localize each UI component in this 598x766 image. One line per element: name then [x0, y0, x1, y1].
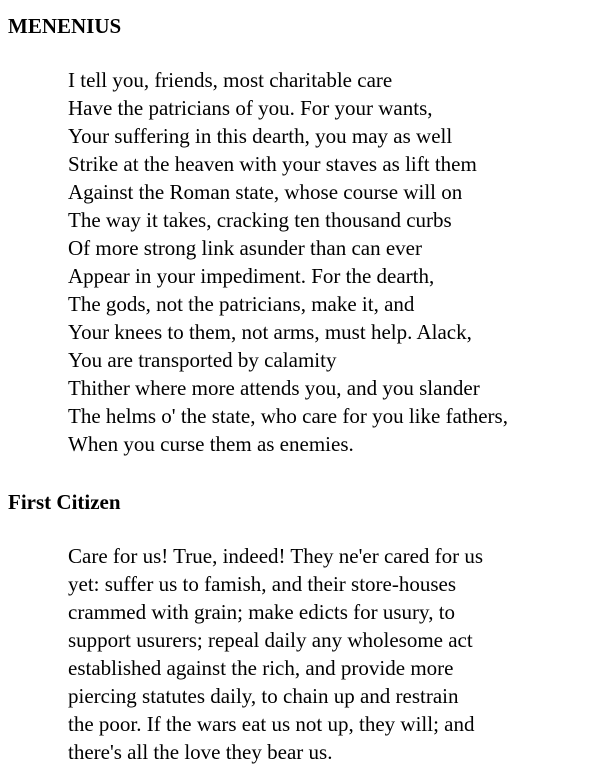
- speech-block: [8, 488, 598, 766]
- prose-line: established against the rich, and provide more: [68, 656, 454, 680]
- prose-line: yet: suffer us to famish, and their store-houses: [68, 572, 457, 596]
- speech-text: [68, 542, 598, 766]
- verse-line: The gods, not the patricians, make it, and: [68, 292, 415, 316]
- speaker-name: MENENIUS: [8, 14, 122, 38]
- verse-line: Appear in your impediment. For the dearth,: [68, 264, 435, 288]
- verse-line: The way it takes, cracking ten thousand curbs: [68, 208, 452, 232]
- prose-line: piercing statutes daily, to chain up and restrain: [68, 684, 459, 708]
- verse-line: When you curse them as enemies.: [68, 432, 354, 456]
- prose-line: Care for us! True, indeed! They ne'er cared for us: [68, 544, 484, 568]
- verse-line: Your knees to them, not arms, must help. Alack,: [68, 320, 472, 344]
- speaker-name: First Citizen: [8, 490, 121, 514]
- verse-line: Have the patricians of you. For your wants,: [68, 96, 433, 120]
- prose-line: the poor. If the wars eat us not up, they will; and: [68, 712, 475, 736]
- verse-line: You are transported by calamity: [68, 348, 337, 372]
- prose-line: support usurers; repeal daily any wholesome act: [68, 628, 473, 652]
- verse-line: Thither where more attends you, and you slander: [68, 376, 480, 400]
- speech-block: [8, 12, 598, 458]
- spacer: [8, 458, 598, 484]
- verse-line: I tell you, friends, most charitable care: [68, 68, 393, 92]
- prose-line: there's all the love they bear us.: [68, 740, 333, 764]
- verse-line: Against the Roman state, whose course will on: [68, 180, 463, 204]
- verse-line: Of more strong link asunder than can ever: [68, 236, 422, 260]
- speech-text: [68, 66, 598, 458]
- prose-line: crammed with grain; make edicts for usury, to: [68, 600, 456, 624]
- verse-line: Your suffering in this dearth, you may as well: [68, 124, 453, 148]
- verse-line: The helms o' the state, who care for you like fathers,: [68, 404, 508, 428]
- verse-line: Strike at the heaven with your staves as lift them: [68, 152, 477, 176]
